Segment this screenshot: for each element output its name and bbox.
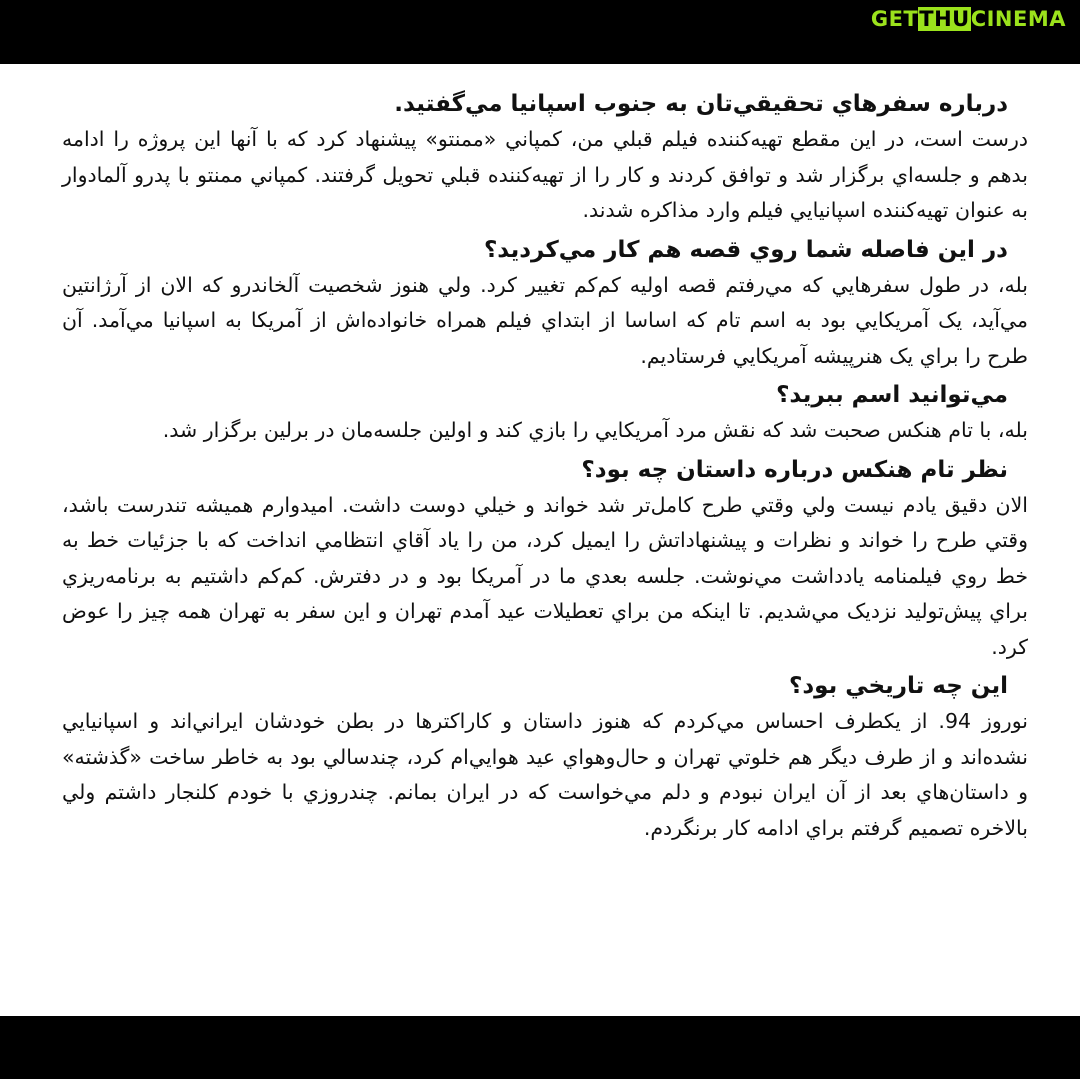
question-heading: نظر تام هنکس درباره داستان چه بود؟ bbox=[581, 456, 1008, 483]
answer-paragraph: بله، در طول سفرهايي که مي‌رفتم قصه اوليه کم‌کم تغيير کرد. ولي هنوز شخصيت آلخاندرو که الان از آرژانتين مي‌آيد، يک آمريکايي بود به اسم تام که اساسا از ابتداي فيلم همراه خانواده‌اش از آمريکا به اسپانيا مي‌آمد. آن طرح را براي يک هنرپيشه آمريکايي فرستاديم. bbox=[62, 272, 1028, 368]
answer-paragraph: بله، با تام هنکس صحبت شد که نقش مرد آمريکايي را بازي کند و اولين جلسه‌مان در برلين برگزار شد. bbox=[162, 418, 1028, 442]
answer-paragraph: الان دقيق يادم نيست ولي وقتي طرح کامل‌تر شد خواند و خيلي دوست داشت. اميدوارم هميشه تندرست باشد، وقتي طرح را خواند و نظرات و پيشنهاداتش را ايميل کرد، من را ياد آقاي انتظامي انداخت که با جزئيات خط به خط روي فيلمنامه يادداشت مي‌نوشت. جلسه بعدي ما در آمريکا بود و در دفترش. کم‌کم داشتيم به برنامه‌ريزي براي پيش‌توليد نزديک مي‌شديم. تا اينکه من براي تعطيلات عيد آمدم تهران و اين سفر به تهران همه چيز را عوض کرد. bbox=[62, 492, 1028, 659]
bottom-black-bar bbox=[0, 1016, 1080, 1079]
document-page bbox=[0, 64, 1080, 1016]
interview-text bbox=[62, 86, 1028, 849]
brand-logo: GETTHUCINEMA bbox=[870, 7, 1066, 31]
question-heading: مي‌توانيد اسم ببريد؟ bbox=[776, 382, 1008, 408]
answer-paragraph: درست است، در اين مقطع تهيه‌کننده فيلم قبلي من، کمپاني «ممنتو» پيشنهاد کرد که با آنها اين پروژه را ادامه بدهم و جلسه‌اي برگزار شد و توافق کردند و کار را از تهيه‌کننده قبلي تحويل گرفتند. کمپاني ممنتو با پدرو آلمادوار به عنوان تهيه‌کننده اسپانيايي فيلم وارد مذاکره شدند. bbox=[62, 127, 1028, 222]
question-heading: اين چه تاريخي بود؟ bbox=[789, 673, 1008, 699]
answer-paragraph: نوروز 94. از يکطرف احساس مي‌کردم که هنوز داستان و کاراکترها در بطن خودشان ايراني‌اند و اسپانيايي نشده‌اند و از طرف ديگر هم خلوتي تهران و حال‌وهواي عيد هوايي‌ام کرد، چندسالي بود به خاطر ساخت «گذشته» و داستان‌هاي بعد از آن ايران نبودم و دلم مي‌خواست که در ايران بمانم. چندروزي با خودم کلنجار داشتم ولي بالاخره تصميم گرفتم براي ادامه کار برنگردم. bbox=[62, 709, 1028, 840]
question-heading: در اين فاصله شما روي قصه هم کار مي‌کرديد؟ bbox=[483, 236, 1008, 263]
question-heading: درباره سفرهاي تحقيقي‌تان به جنوب اسپانيا مي‌گفتيد. bbox=[394, 91, 1008, 117]
top-black-bar bbox=[0, 0, 1080, 64]
